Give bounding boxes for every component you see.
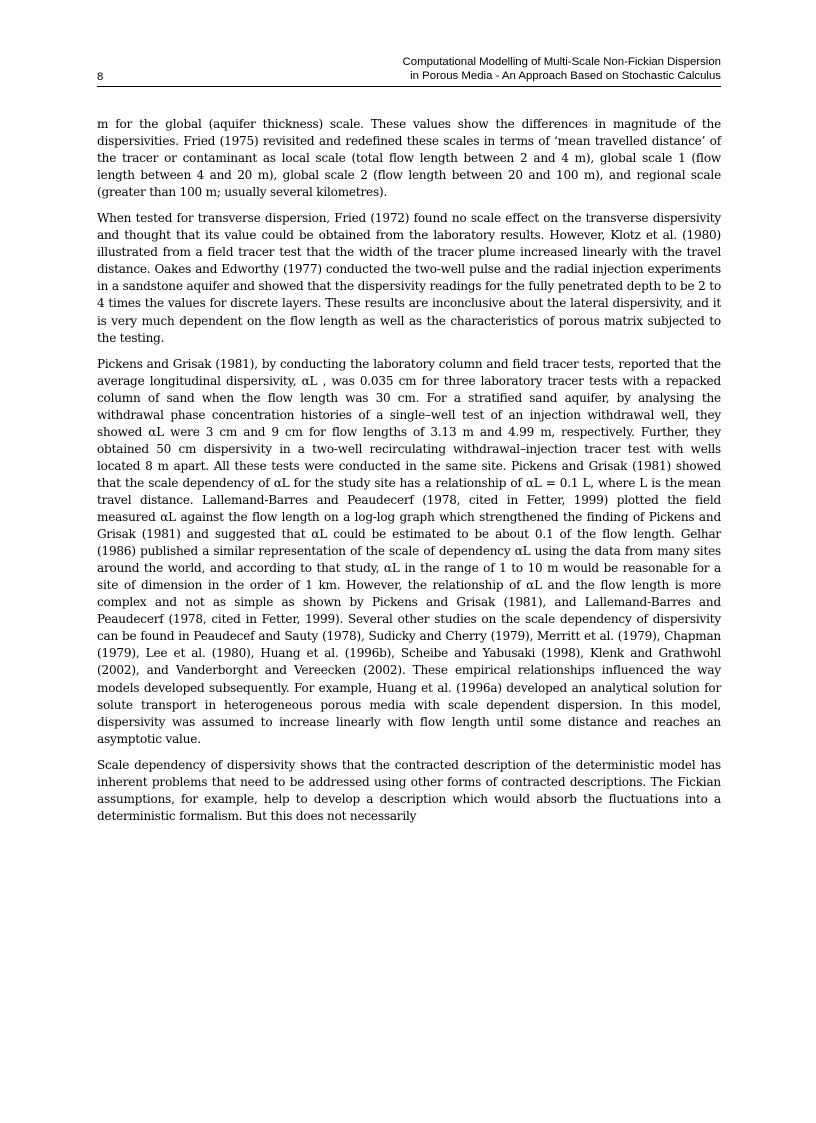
body-text [97,116,721,834]
running-title [403,55,721,83]
paragraph: Scale dependency of dispersivity shows that the contracted description of the deterministic model has inherent problems that need to be addressed using other forms of contracted descriptions. The Fickian assumptions, for example, help to develop a description which would absorb the fluctuations into a deterministic formalism. But this does not necessarily [97,757,721,823]
paragraph: m for the global (aquifer thickness) scale. These values show the differences in magnitude of the dispersivities. Fried (1975) revisited and redefined these scales in terms of ‘mean travelled distance’ of the tracer or contaminant as local scale (total flow length between 2 and 4 m), global scale 1 (flow length between 4 and 20 m), global scale 2 (flow length between 20 and 100 m), and regional scale (greater than 100 m; usually several kilometres). [97,117,721,200]
page-header [97,55,721,87]
page-number: 8 [97,71,104,83]
paragraph: When tested for transverse dispersion, Fried (1972) found no scale effect on the transverse dispersivity and thought that its value could be obtained from the laboratory results. However, Klotz et al. (1980) illustrated from a field tracer test that the width of the tracer plume increased linearly with the travel distance. Oakes and Edworthy (1977) conducted the two-well pulse and the radial injection experiments in a sandstone aquifer and showed that the dispersivity readings for the fully penetrated depth to be 2 to 4 times the values for discrete layers. These results are inconclusive about the lateral dispersivity, and it is very much dependent on the flow length as well as the characteristics of porous matrix subjected to the testing. [97,211,721,345]
running-title-line-2: in Porous Media - An Approach Based on Stochastic Calculus [410,70,721,82]
paragraph: Pickens and Grisak (1981), by conducting the laboratory column and field tracer tests, reported that the average longitudinal dispersivity, αL , was 0.035 cm for three laboratory tracer tests with a repacked column of sand when the flow length was 30 cm. For a stratified sand aquifer, by analysing the withdrawal phase concentration histories of a single–well test of an injection withdrawal well, they showed αL were 3 cm and 9 cm for flow lengths of 3.13 m and 4.99 m, respectively. Further, they obtained 50 cm dispersivity in a two-well recirculating withdrawal–injection tracer test with wells located 8 m apart. All these tests were conducted in the same site. Pickens and Grisak (1981) showed that the scale dependency of αL for the study site has a relationship of αL = 0.1 L, where L is the mean travel distance. Lallemand-Barres and Peaudecerf (1978, cited in Fetter, 1999) plotted the field measured αL against the flow length on a log-log graph which strengthened the finding of Pickens and Grisak (1981) and suggested that αL could be estimated to be about 0.1 of the flow length. Gelhar (1986) published a similar representation of the scale of dependency αL using the data from many sites around the world, and according to that study, αL in the range of 1 to 10 m would be reasonable for a site of dimension in the order of 1 km. However, the relationship of αL and the flow length is more complex and not as simple as shown by Pickens and Grisak (1981), and Lallemand-Barres and Peaudecerf (1978, cited in Fetter, 1999). Several other studies on the scale dependency of dispersivity can be found in Peaudecef and Sauty (1978), Sudicky and Cherry (1979), Merritt et al. (1979), Chapman (1979), Lee et al. (1980), Huang et al. (1996b), Scheibe and Yabusaki (1998), Klenk and Grathwohl (2002), and Vanderborght and Vereecken (2002). These empirical relationships influenced the way models developed subsequently. For example, Huang et al. (1996a) developed an analytical solution for solute transport in heterogeneous porous media with scale dependent dispersion. In this model, dispersivity was assumed to increase linearly with flow length until some distance and reaches an asymptotic value. [97,356,721,746]
running-title-line-1: Computational Modelling of Multi-Scale Non-Fickian Dispersion [402,56,721,68]
